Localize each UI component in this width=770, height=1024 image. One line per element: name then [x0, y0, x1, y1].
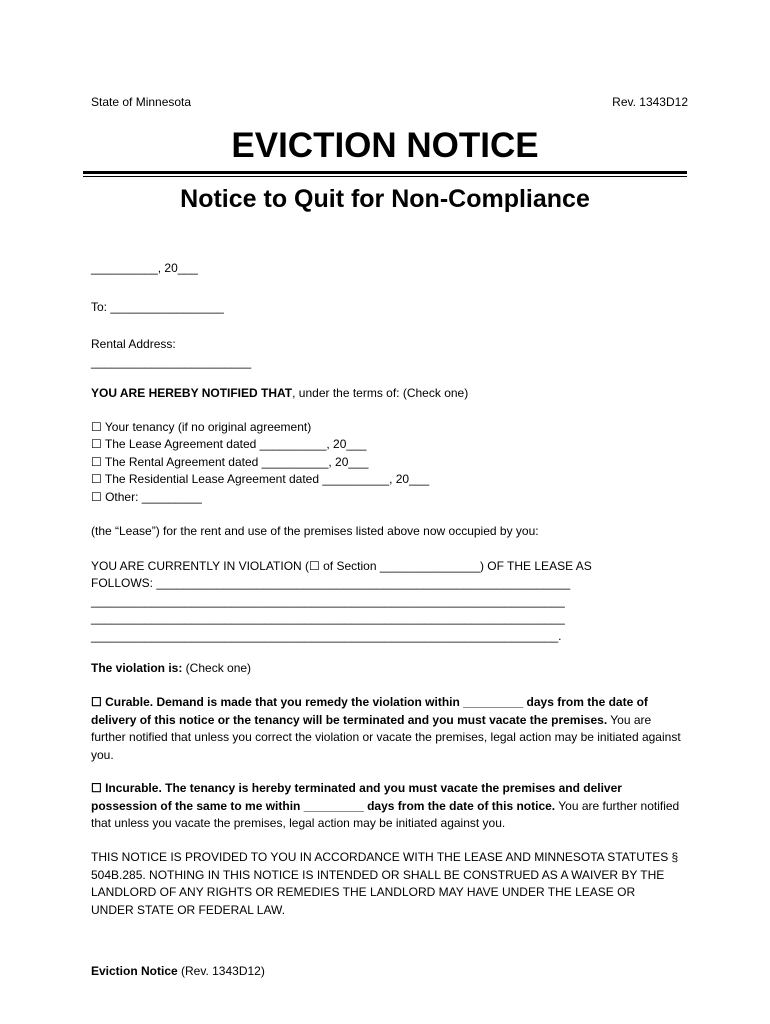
lease-line: (the “Lease”) for the rent and use of the premises listed above now occupied by you: [91, 524, 539, 538]
notified-line [91, 386, 468, 400]
statute-paragraph: THIS NOTICE IS PROVIDED TO YOU IN ACCORDANCE WITH THE LEASE AND MINNESOTA STATUTES § 504B.285. NOTHING IN THIS NOTICE IS INTENDED OR SHALL BE CONSTRUED AS A WAIVER BY THE LANDLORD OF ANY RIGHTS OR REMEDIES THE LANDLORD MAY HAVE UNDER THE LEASE OR UNDER STATE OR FEDERAL LAW. [91, 850, 679, 917]
rental-address-label: Rental Address: [91, 337, 176, 351]
incurable-bold: ☐ Incurable. The tenancy is hereby terminated and you must vacate the premises and deliver possession of the same to me within _________ days from the date of this notice. [91, 781, 622, 813]
option-residential-lease[interactable]: ☐ The Residential Lease Agreement dated __________, 20___ [91, 472, 430, 486]
title-rule-thin [83, 176, 687, 177]
to-line: To: _________________ [91, 300, 224, 314]
violation-line-3: _______________________________________________________________________ [91, 594, 565, 608]
violation-line-5: ______________________________________________________________________. [91, 629, 562, 643]
violation-line-2: FOLLOWS: ______________________________________________________________ [91, 576, 571, 590]
option-other[interactable]: ☐ Other: _________ [91, 490, 202, 504]
title-rule-thick [83, 171, 687, 174]
violation-line-1: YOU ARE CURRENTLY IN VIOLATION (☐ of Section _______________) OF THE LEASE AS [91, 559, 592, 573]
revision-label: Rev. 1343D12 [612, 95, 688, 109]
date-line: __________, 20___ [91, 261, 198, 275]
notified-bold: YOU ARE HEREBY NOTIFIED THAT [91, 386, 293, 400]
violation-is-line [91, 661, 251, 675]
curable-paragraph [91, 694, 681, 764]
option-no-agreement[interactable]: ☐ Your tenancy (if no original agreement) [91, 420, 312, 434]
incurable-rest: You are further notified that unless you vacate the premises, legal action may be initiated against you. [91, 798, 680, 830]
notified-rest: , under the terms of: (Check one) [292, 386, 469, 400]
state-label: State of Minnesota [91, 95, 192, 109]
violation-is-rest: (Check one) [182, 661, 252, 675]
footer-bold: Eviction Notice [91, 964, 178, 978]
option-lease-agreement[interactable]: ☐ The Lease Agreement dated __________, 20___ [91, 437, 367, 451]
curable-bold: ☐ Curable. Demand is made that you remedy the violation within _________ days from the date of delivery of this notice or the tenancy will be terminated and you must vacate the premises. [91, 695, 648, 727]
option-rental-agreement[interactable]: ☐ The Rental Agreement dated __________, 20___ [91, 455, 369, 469]
document-subtitle: Notice to Quit for Non-Compliance [180, 185, 590, 213]
curable-rest: You are further notified that unless you correct the violation or vacate the premises, legal action may be initiated against you. [91, 712, 681, 762]
footer [91, 964, 265, 978]
document-title: EVICTION NOTICE [231, 126, 539, 165]
rental-address-blank: ________________________ [91, 355, 252, 369]
violation-line-4: _______________________________________________________________________ [91, 611, 565, 625]
footer-rest: (Rev. 1343D12) [177, 964, 265, 978]
violation-is-bold: The violation is: [91, 661, 183, 675]
incurable-paragraph [91, 780, 681, 833]
